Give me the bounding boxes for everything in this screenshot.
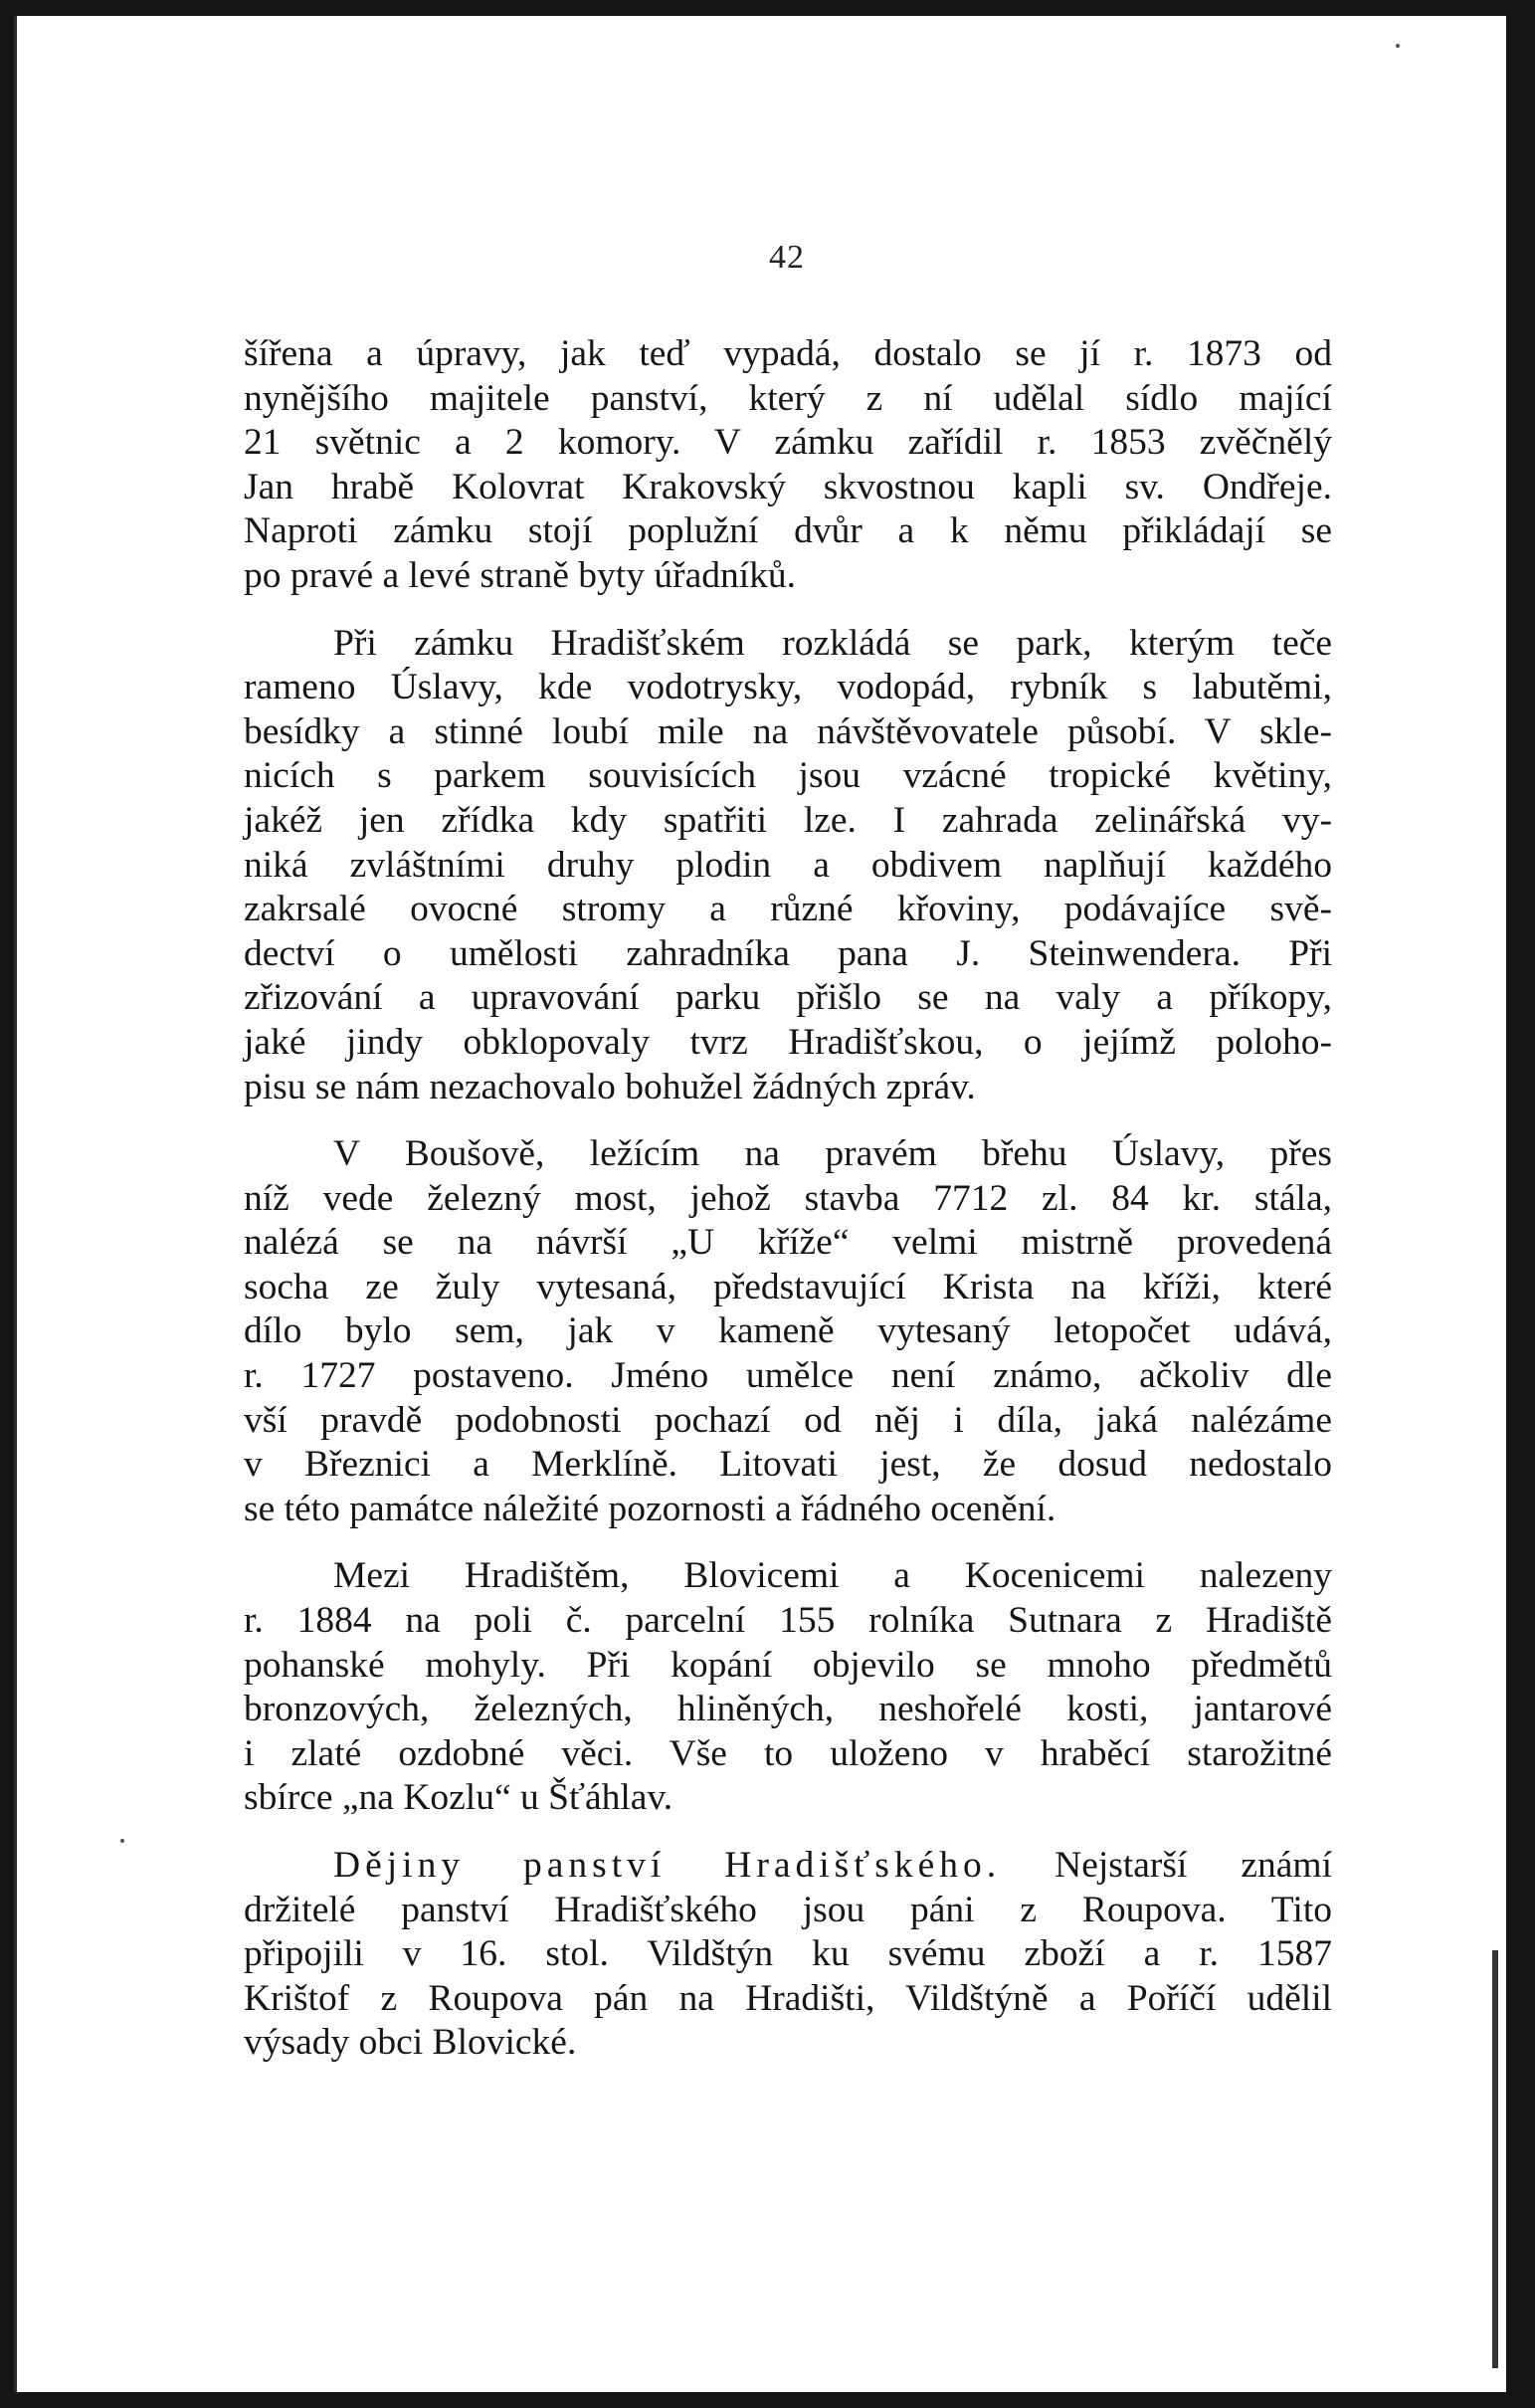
paragraph-3 — [244, 1132, 1332, 1531]
section-heading: Dějiny panství Hradišťského. — [333, 1845, 1002, 1886]
text-line: dílo bylo sem, jak v kameně vytesaný letopočet udává, — [244, 1310, 1332, 1352]
text-line: besídky a stinné loubí mile na návštěvovatele působí. V skle- — [244, 710, 1332, 752]
paragraph-1 — [244, 332, 1332, 599]
text-fragment: Nejstarší známí — [1055, 1845, 1332, 1886]
body-text — [244, 332, 1332, 2089]
speck — [1396, 44, 1400, 48]
paragraph-2 — [244, 622, 1332, 1110]
text-line: vší pravdě podobnosti pochazí od něj i díla, jaká nalézáme — [244, 1399, 1332, 1441]
text-line: níž vede železný most, jehož stavba 7712 zl. 84 kr. stála, — [244, 1177, 1332, 1219]
text-line: Mezi Hradištěm, Blovicemi a Kocenicemi nalezeny — [333, 1555, 1332, 1597]
text-line: Naproti zámku stojí poplužní dvůr a k němu přikládají se — [244, 510, 1332, 552]
text-line: i zlaté ozdobné věci. Vše to uloženo v hraběcí starožitné — [244, 1732, 1332, 1774]
book-page — [14, 16, 1506, 2392]
text-line: jaké jindy obklopovaly tvrz Hradišťskou, o jejímž poloho- — [244, 1021, 1332, 1063]
text-line: výsady obci Blovické. — [244, 2022, 577, 2064]
text-line: nalézá se na návrší „U kříže“ velmi mistrně provedená — [244, 1222, 1332, 1264]
text-line: nicích s parkem souvisících jsou vzácné tropické květiny, — [244, 755, 1332, 797]
text-line: V Boušově, ležícím na pravém břehu Úslavy, přes — [333, 1133, 1332, 1175]
text-line: Krištof z Roupova pán na Hradišti, Vildštýně a Poříčí udělil — [244, 1977, 1332, 2019]
text-line: pohanské mohyly. Při kopání objevilo se mnoho předmětů — [244, 1644, 1332, 1686]
text-line: 21 světnic a 2 komory. V zámku zařídil r. 1853 zvěčnělý — [244, 422, 1332, 464]
text-line: zřizování a upravování parku přišlo se na valy a příkopy, — [244, 977, 1332, 1019]
text-line: r. 1884 na poli č. parcelní 155 rolníka Sutnara z Hradiště — [244, 1600, 1332, 1642]
text-line: sbírce „na Kozlu“ u Šťáhlav. — [244, 1777, 673, 1819]
text-line: dectví o umělosti zahradníka pana J. Steinwendera. Při — [244, 932, 1332, 974]
page-edge — [1492, 1950, 1498, 2368]
text-line — [244, 1844, 1332, 1889]
text-line: Jan hrabě Kolovrat Krakovský skvostnou kapli sv. Ondřeje. — [244, 466, 1332, 507]
text-line: se této památce náležité pozornosti a řádného ocenění. — [244, 1488, 1056, 1529]
text-line: r. 1727 postaveno. Jméno umělce není známo, ačkoliv dle — [244, 1355, 1332, 1397]
page-number: 42 — [769, 239, 805, 276]
speck — [120, 1839, 124, 1843]
paragraph-5 — [244, 1844, 1332, 2066]
text-line: socha ze žuly vytesaná, představující Krista na kříži, které — [244, 1266, 1332, 1307]
text-line: šířena a úpravy, jak teď vypadá, dostalo se jí r. 1873 od — [244, 333, 1332, 374]
paragraph-4 — [244, 1554, 1332, 1821]
text-line: držitelé panství Hradišťského jsou páni z Roupova. Tito — [244, 1889, 1332, 1930]
text-line: bronzových, železných, hliněných, neshořelé kosti, jantarové — [244, 1689, 1332, 1730]
text-line: jakéž jen zřídka kdy spatřiti lze. I zahrada zelinářská vy- — [244, 799, 1332, 841]
text-line: niká zvláštními druhy plodin a obdivem naplňují každého — [244, 844, 1332, 886]
text-line: připojili v 16. stol. Vildštýn ku svému zboží a r. 1587 — [244, 1933, 1332, 1975]
text-line: v Březnici a Merklíně. Litovati jest, že dosud nedostalo — [244, 1444, 1332, 1486]
text-line: rameno Úslavy, kde vodotrysky, vodopád, rybník s labutěmi, — [244, 667, 1332, 708]
text-line: pisu se nám nezachovalo bohužel žádných zpráv. — [244, 1066, 976, 1107]
text-line: Při zámku Hradišťském rozkládá se park, kterým teče — [333, 622, 1332, 664]
text-line: nynějšího majitele panství, který z ní udělal sídlo mající — [244, 377, 1332, 419]
text-line: zakrsalé ovocné stromy a různé křoviny, podávajíce svě- — [244, 889, 1332, 930]
text-line: po pravé a levé straně byty úřadníků. — [244, 554, 797, 596]
